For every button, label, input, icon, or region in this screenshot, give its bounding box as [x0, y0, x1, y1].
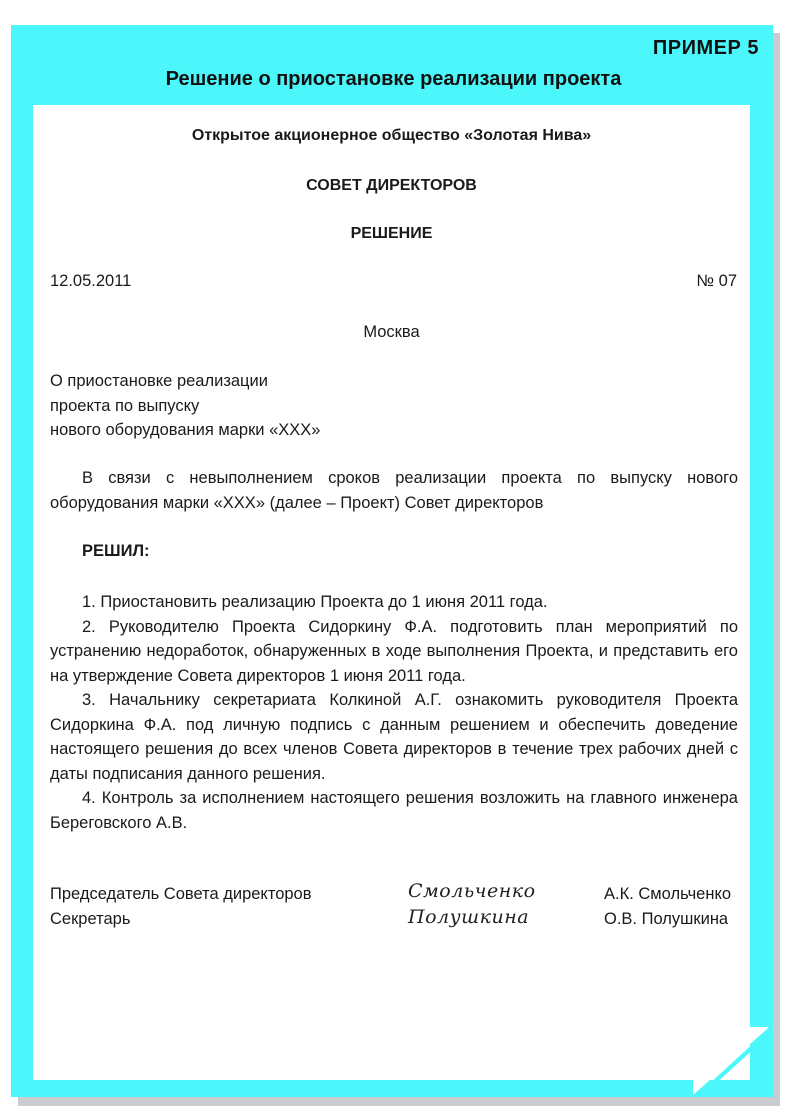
- decision-items: [50, 590, 738, 835]
- page-curl-icon: [693, 1027, 769, 1095]
- subject-line: О приостановке реализации: [50, 372, 268, 390]
- decision-item: 3. Начальнику секретариата Колкиной А.Г. ознакомить руководителя Проекта Сидоркина Ф.А. под личную подпись с данным решением и обеспечить доведение настоящего решения до всех членов Совета директоров в течение трех рабочих дней с даты подписания данного решения.: [50, 691, 738, 783]
- organization-name: Открытое акционерное общество «Золотая Нива»: [191, 127, 592, 144]
- decision-item: 4. Контроль за исполнением настоящего решения возложить на главного инженера Береговского А.В.: [50, 789, 738, 832]
- signatory-names: [604, 882, 731, 932]
- document-date: 12.05.2011: [50, 272, 132, 290]
- handwritten-signatures: [408, 880, 568, 932]
- handwritten-signature: Смольченко: [408, 880, 536, 902]
- example-tag: ПРИМЕР 5: [652, 37, 759, 59]
- signatory-position: Председатель Совета директоров: [50, 885, 312, 903]
- resolved-label: РЕШИЛ:: [82, 542, 150, 560]
- council-heading: СОВЕТ ДИРЕКТОРОВ: [306, 177, 477, 194]
- document-city: Москва: [363, 323, 420, 341]
- decision-item: 1. Приостановить реализацию Проекта до 1 июня 2011 года.: [82, 593, 548, 611]
- subject-line: проекта по выпуску: [50, 396, 200, 415]
- signatory-name: А.К. Смольченко: [604, 885, 732, 903]
- document-subject: [50, 369, 370, 443]
- document-number: № 07: [696, 272, 737, 290]
- intro-text: В связи с невыполнением сроков реализации проекта по выпуску нового оборудования марки «ХХХ» (далее – Проект) Совет директоров: [50, 469, 738, 512]
- subject-line: нового оборудования марки «ХХХ»: [50, 421, 321, 439]
- example-title: Решение о приостановке реализации проекта: [165, 68, 622, 90]
- decision-item: 2. Руководителю Проекта Сидоркину Ф.А. подготовить план мероприятий по устранению недоработок, обнаруженных в ходе выполнения Проекта, и представить его на утверждение Совета директоров 1 июня 2011 года.: [50, 617, 738, 685]
- signatory-positions: [50, 882, 312, 932]
- document-type: РЕШЕНИЕ: [350, 225, 433, 242]
- handwritten-signature: Полушкина: [408, 906, 530, 928]
- intro-paragraph: [50, 466, 738, 515]
- signatory-position: Секретарь: [50, 910, 131, 928]
- signatory-name: О.В. Полушкина: [604, 910, 729, 928]
